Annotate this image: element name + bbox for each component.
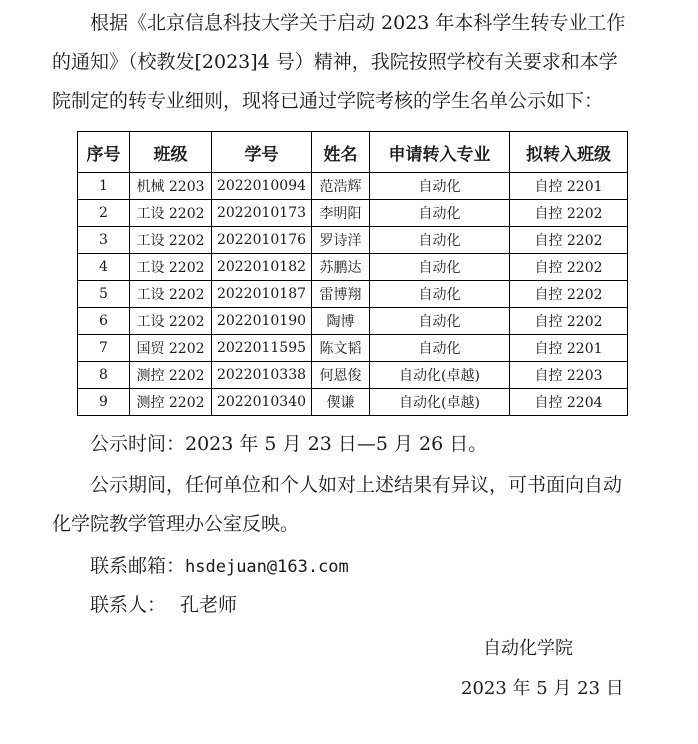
intro-line-2: 的通知》（校教发[2023]4 号）精神，我院按照学校有关要求和本学 [52,51,618,73]
cell-class: 工设 2202 [130,227,212,254]
cell-index: 7 [78,335,130,362]
cell-target-major: 自动化 [370,254,510,281]
cell-class: 国贸 2202 [130,335,212,362]
signature-date: 2023 年 5 月 23 日 [461,678,624,699]
notice-period-text: 公示时间：2023 年 5 月 23 日—5 月 26 日。 [90,433,488,455]
cell-target-major: 自动化(卓越) [370,362,510,389]
cell-class: 测控 2202 [130,389,212,416]
contact-person-line [52,586,652,625]
table-row [78,281,628,308]
contact-name: 孔老师 [180,594,238,616]
cell-index: 8 [78,362,130,389]
cell-student-id: 2022011595 [212,335,312,362]
cell-target-major: 自动化(卓越) [370,389,510,416]
table-row [78,308,628,335]
intro-paragraph [52,4,652,121]
cell-student-id: 2022010173 [212,200,312,227]
email-label: 联系邮箱： [90,555,186,577]
cell-index: 2 [78,200,130,227]
cell-name: 偰谦 [312,389,370,416]
cell-name: 雷博翔 [312,281,370,308]
signature-org: 自动化学院 [483,638,573,659]
cell-target-class: 自控 2203 [510,362,628,389]
notice-period [52,425,652,464]
header-student-id: 学号 [212,132,312,173]
cell-class: 工设 2202 [130,200,212,227]
header-name: 姓名 [312,132,370,173]
cell-class: 工设 2202 [130,254,212,281]
table-row [78,254,628,281]
intro-line-1: 根据《北京信息科技大学关于启动 2023 年本科学生转专业工作 [90,12,626,34]
contact-email[interactable]: hsdejuan@163.com [185,557,349,577]
cell-target-class: 自控 2202 [510,281,628,308]
notice-objection-line-1: 公示期间，任何单位和个人如对上述结果有异议，可书面向自动 [90,474,623,496]
cell-target-class: 自控 2201 [510,335,628,362]
cell-target-major: 自动化 [370,173,510,200]
table-row [78,335,628,362]
cell-target-major: 自动化 [370,281,510,308]
cell-target-class: 自控 2202 [510,200,628,227]
cell-name: 陈文韬 [312,335,370,362]
table-row [78,362,628,389]
cell-index: 3 [78,227,130,254]
cell-name: 苏鹏达 [312,254,370,281]
cell-target-major: 自动化 [370,227,510,254]
cell-student-id: 2022010176 [212,227,312,254]
header-target-class: 拟转入班级 [510,132,628,173]
cell-target-class: 自控 2202 [510,308,628,335]
table-row [78,389,628,416]
cell-student-id: 2022010187 [212,281,312,308]
cell-student-id: 2022010190 [212,308,312,335]
cell-name: 李明阳 [312,200,370,227]
notice-objection-line-2: 化学院教学管理办公室反映。 [52,513,300,535]
cell-name: 范浩辉 [312,173,370,200]
cell-index: 1 [78,173,130,200]
cell-class: 测控 2202 [130,362,212,389]
intro-line-3: 院制定的转专业细则，现将已通过学院考核的学生名单公示如下： [52,90,604,112]
header-class: 班级 [130,132,212,173]
cell-index: 4 [78,254,130,281]
cell-index: 5 [78,281,130,308]
table-row [78,200,628,227]
cell-class: 机械 2203 [130,173,212,200]
table-header-row [78,132,628,173]
student-transfer-table [77,131,628,416]
cell-name: 何恩俊 [312,362,370,389]
cell-name: 陶博 [312,308,370,335]
cell-class: 工设 2202 [130,281,212,308]
cell-student-id: 2022010340 [212,389,312,416]
notice-objection [52,466,652,544]
cell-target-major: 自动化 [370,200,510,227]
cell-class: 工设 2202 [130,308,212,335]
cell-target-major: 自动化 [370,335,510,362]
cell-student-id: 2022010338 [212,362,312,389]
cell-target-class: 自控 2202 [510,227,628,254]
cell-name: 罗诗洋 [312,227,370,254]
header-index: 序号 [78,132,130,173]
cell-target-class: 自控 2201 [510,173,628,200]
table-row [78,173,628,200]
cell-target-class: 自控 2202 [510,254,628,281]
cell-student-id: 2022010182 [212,254,312,281]
cell-index: 9 [78,389,130,416]
cell-student-id: 2022010094 [212,173,312,200]
header-target-major: 申请转入专业 [370,132,510,173]
cell-target-class: 自控 2204 [510,389,628,416]
contact-email-line [52,547,652,587]
contact-label: 联系人： [90,594,167,616]
table-row [78,227,628,254]
cell-index: 6 [78,308,130,335]
cell-target-major: 自动化 [370,308,510,335]
